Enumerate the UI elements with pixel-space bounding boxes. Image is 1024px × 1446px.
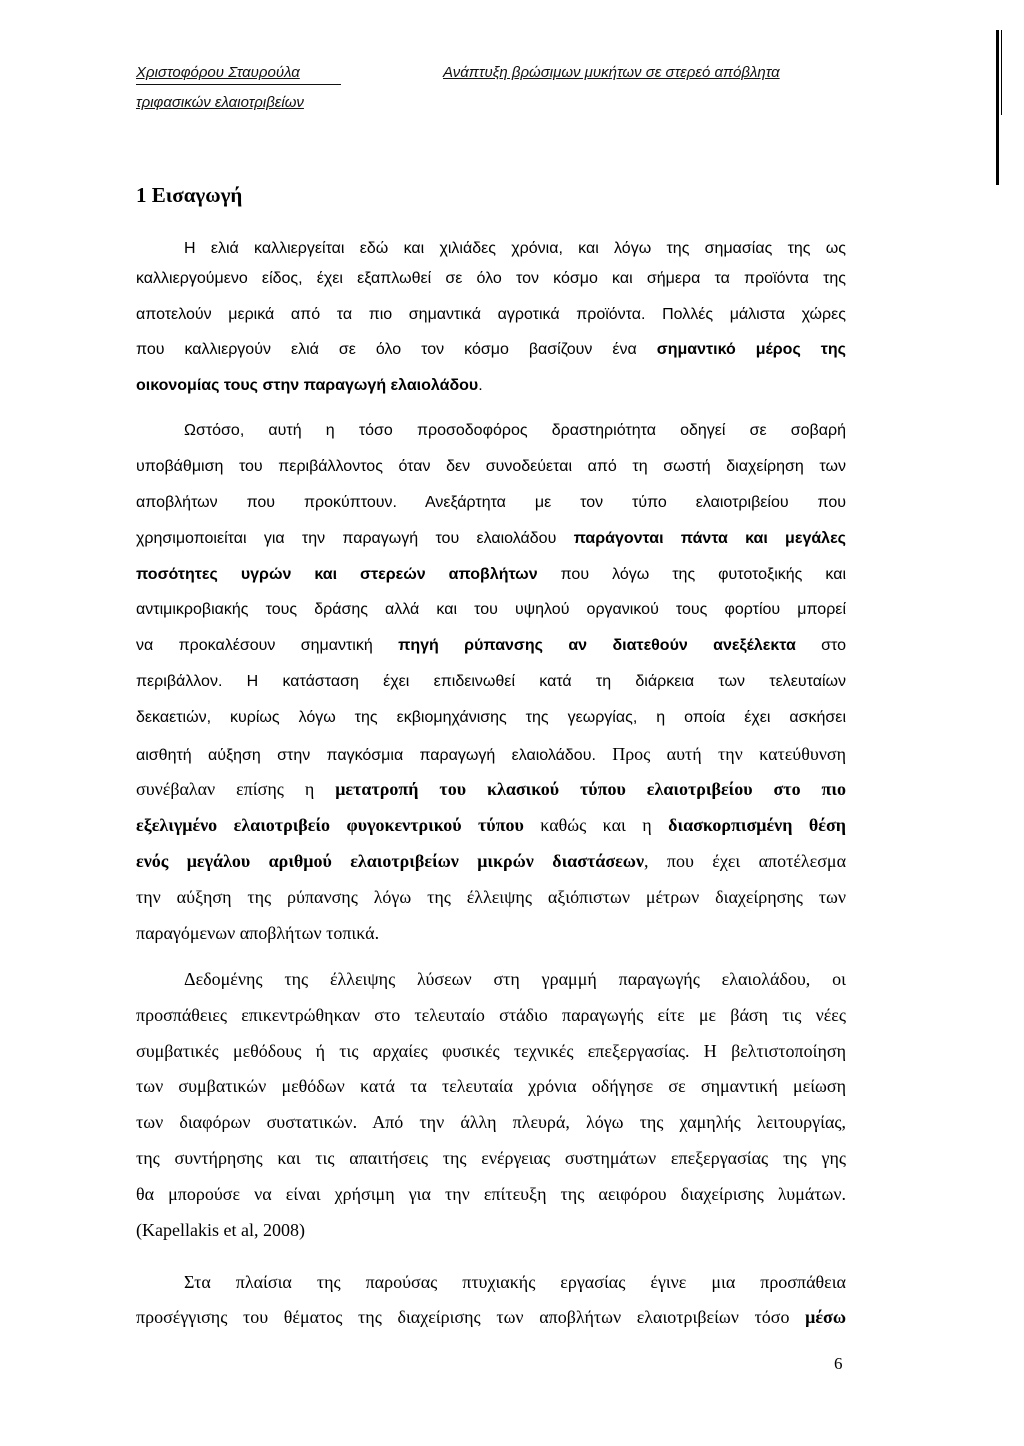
- paragraph-line: [136, 373, 846, 399]
- bold-span: οικονομίας τους στην παραγωγή ελαιολάδου: [136, 377, 479, 394]
- paragraph-line: Η ελιά καλλιεργείται εδώ και χιλιάδες χρόνια, και λόγω της σημασίας της ως: [184, 240, 846, 257]
- section-heading: 1 Εισαγωγή: [136, 183, 243, 207]
- text-span-serif: Προς αυτή την κατεύθυνση: [612, 744, 846, 764]
- paragraph-line: την αύξηση της ρύπανσης λόγω της έλλειψης αξιόπιστων μέτρων διαχείρησης των: [136, 887, 846, 907]
- paragraph-line: αποβλήτων που προκύπτουν. Ανεξάρτητα με τον τύπο ελαιοτριβείου που: [136, 494, 846, 511]
- bold-span: σημαντικό μέρος της: [656, 341, 846, 358]
- paragraph-line: [136, 741, 846, 767]
- paragraph-line: [136, 1304, 846, 1330]
- paragraph-line: υποβάθμιση του περιβάλλοντος όταν δεν συνοδεύεται από τη σωστή διαχείρηση των: [136, 458, 846, 475]
- paragraph-line: συμβατικές μεθόδους ή τις αρχαίες φυσικές τεχνικές επεξεργασίας. Η βελτιστοποίηση: [136, 1041, 846, 1061]
- bold-span: ενός μεγάλου αριθμού ελαιοτριβείων μικρών διαστάσεων: [136, 851, 645, 871]
- paragraph-line: [136, 812, 846, 838]
- paragraph-line: [136, 526, 846, 552]
- paragraph-line: των συμβατικών μεθόδων κατά τα τελευταία χρόνια οδήγησε σε σημαντική μείωση: [136, 1076, 846, 1096]
- paragraph-line: [136, 633, 846, 659]
- scan-edge-bar: [996, 30, 999, 185]
- text-span: συνέβαλαν επίσης η: [136, 779, 336, 799]
- paragraph-line: Ωστόσο, αυτή η τόσο προσοδοφόρος δραστηριότητα οδηγεί σε σοβαρή: [184, 422, 846, 439]
- header-author: Χριστοφόρου Σταυρούλα: [136, 64, 300, 81]
- scan-edge-bar-thin: [1001, 30, 1002, 115]
- text-span: προσέγγισης του θέματος της διαχείρισης των αποβλήτων ελαιοτριβείων τόσο: [136, 1307, 806, 1327]
- paragraph-line: [136, 562, 846, 588]
- text-span: χρησιμοποιείται για την παραγωγή του ελαιολάδου: [136, 530, 574, 547]
- bold-span: μετατροπή του κλασικού τύπου ελαιοτριβείου στο πιο: [335, 779, 846, 799]
- paragraph-line: αντιμικροβιακής τους δράσης αλλά και του υψηλού οργανικού τους φορτίου μπορεί: [136, 601, 846, 618]
- paragraph-line: θα μπορούσε να είναι χρήσιμη για την επίτευξη της αειφόρου διαχείρισης λυμάτων.: [136, 1184, 846, 1204]
- paragraph-line: Δεδομένης της έλλειψης λύσεων στη γραμμή παραγωγής ελαιολάδου, οι: [184, 969, 846, 989]
- paragraph-line: της συντήρησης και τις απαιτήσεις της ενέργειας συστημάτων επεξεργασίας της γης: [136, 1148, 846, 1168]
- citation-line: (Kapellakis et al, 2008): [136, 1220, 305, 1240]
- paragraph-line: των διαφόρων συστατικών. Από την άλλη πλευρά, λόγω της χαμηλής λειτουργίας,: [136, 1112, 846, 1132]
- bold-span: παράγονται πάντα και μεγάλες: [573, 530, 846, 547]
- paragraph-line: [136, 337, 846, 363]
- text-span: αισθητή αύξηση στην παγκόσμια παραγωγή ελαιολάδου.: [136, 747, 613, 764]
- bold-span: πηγή ρύπανσης αν διατεθούν ανεξέλεκτα: [398, 637, 796, 654]
- text-span: , που έχει αποτέλεσμα: [644, 851, 846, 871]
- page-number: 6: [834, 1354, 843, 1373]
- bold-span: μέσω: [805, 1307, 846, 1327]
- text-span: να προκαλέσουν σημαντική: [136, 637, 399, 654]
- paragraph-line: [136, 848, 846, 874]
- paragraph-line: παραγόμενων αποβλήτων τοπικά.: [136, 923, 380, 943]
- text-span: που λόγω της φυτοτοξικής και: [537, 566, 846, 583]
- paragraph-line: Στα πλαίσια της παρούσας πτυχιακής εργασίας έγινε μια προσπάθεια: [184, 1272, 846, 1292]
- paragraph-line: περιβάλλον. Η κατάσταση έχει επιδεινωθεί κατά τη διάρκεια των τελευταίων: [136, 673, 846, 690]
- paragraph-line: αποτελούν μερικά από τα πιο σημαντικά αγροτικά προϊόντα. Πολλές μάλιστα χώρες: [136, 306, 846, 323]
- paragraph-line: προσπάθειες επικεντρώθηκαν στο τελευταίο στάδιο παραγωγής είτε με βάση τις νέες: [136, 1005, 846, 1025]
- text-span: .: [478, 377, 483, 394]
- text-span: καθώς και η: [523, 815, 669, 835]
- header-title-continued: τριφασικών ελαιοτριβείων: [136, 94, 304, 111]
- paragraph-line: [136, 776, 846, 802]
- text-span: στο: [795, 637, 847, 654]
- paragraph-line: δεκαετιών, κυρίως λόγω της εκβιομηχάνισης της γεωργίας, η οποία έχει ασκήσει: [136, 709, 846, 726]
- paragraph-line: καλλιεργούμενο είδος, έχει εξαπλωθεί σε όλο τον κόσμο και σήμερα τα προϊόντα της: [136, 270, 846, 287]
- text-span: που καλλιεργούν ελιά σε όλο τον κόσμο βασίζουν ένα: [136, 341, 657, 358]
- header-title: Ανάπτυξη βρώσιμων μυκήτων σε στερεό απόβλητα: [443, 64, 780, 81]
- bold-span: εξελιγμένο ελαιοτριβείο φυγοκεντρικού τύπου: [136, 815, 524, 835]
- bold-span: ποσότητες υγρών και στερεών αποβλήτων: [136, 566, 538, 583]
- bold-span: διασκορπισμένη θέση: [668, 815, 846, 835]
- header-underline-left: [136, 84, 341, 85]
